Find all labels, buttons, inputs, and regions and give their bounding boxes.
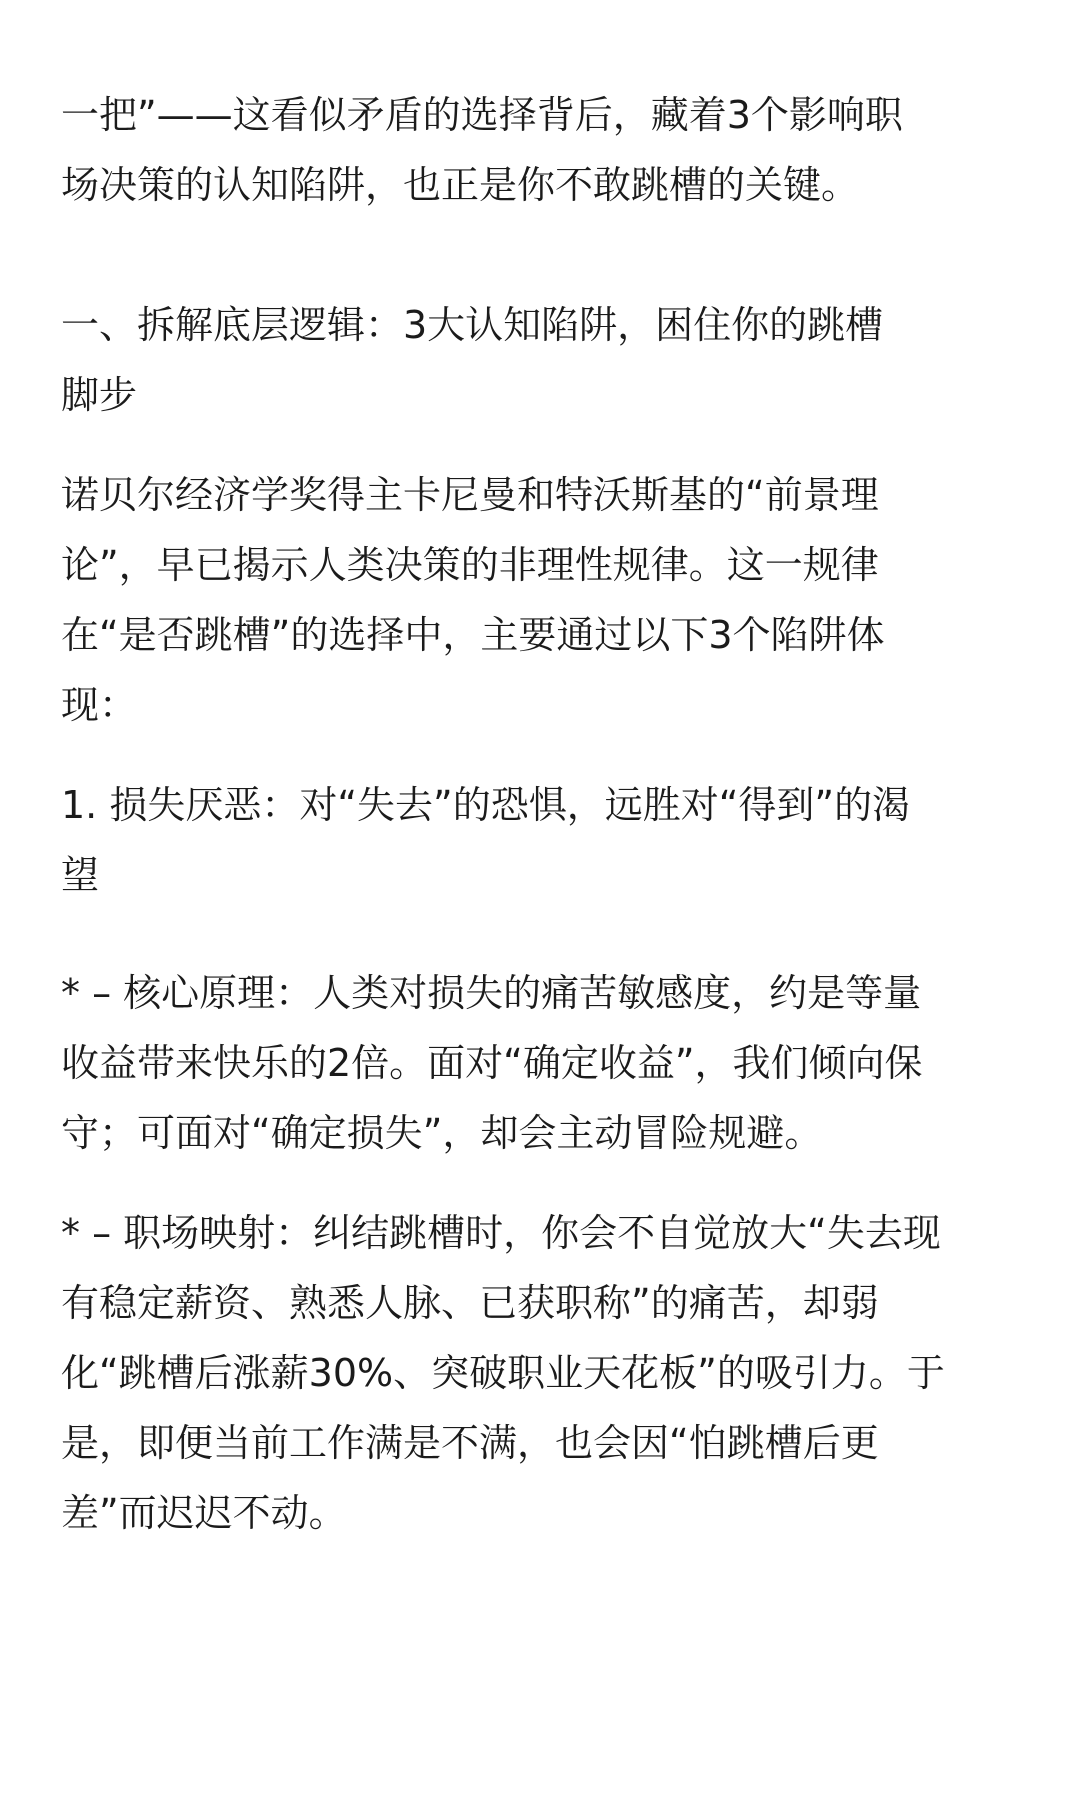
section-heading: 一、拆解底层逻辑：3大认知陷阱，困住你的跳槽 脚步 <box>61 303 884 417</box>
article-body <box>61 80 1021 1548</box>
intro-paragraph: 一把”——这看似矛盾的选择背后，藏着3个影响职 场决策的认知陷阱，也正是你不敢跳槽的关键。 <box>61 93 903 207</box>
workplace-mapping-bullet: * – 职场映射：纠结跳槽时，你会不自觉放大“失去现 有稳定薪资、熟悉人脉、已获职称”的痛苦，却弱 化“跳槽后涨薪30%、突破职业天花板”的吸引力。于 是，即便当前工作满是不满，也会因“怕跳槽后更 差”而迟迟不动。 <box>61 1211 945 1535</box>
core-principle-bullet: * – 核心原理：人类对损失的痛苦敏感度，约是等量 收益带来快乐的2倍。面对“确定收益”，我们倾向保 守；可面对“确定损失”，却会主动冒险规避。 <box>61 971 923 1155</box>
prospect-theory-paragraph: 诺贝尔经济学奖得主卡尼曼和特沃斯基的“前景理 论”，早已揭示人类决策的非理性规律。这一规律 在“是否跳槽”的选择中，主要通过以下3个陷阱体 现： <box>61 473 885 727</box>
loss-aversion-subheading: 1. 损失厌恶：对“失去”的恐惧，远胜对“得到”的渴 望 <box>61 783 911 897</box>
